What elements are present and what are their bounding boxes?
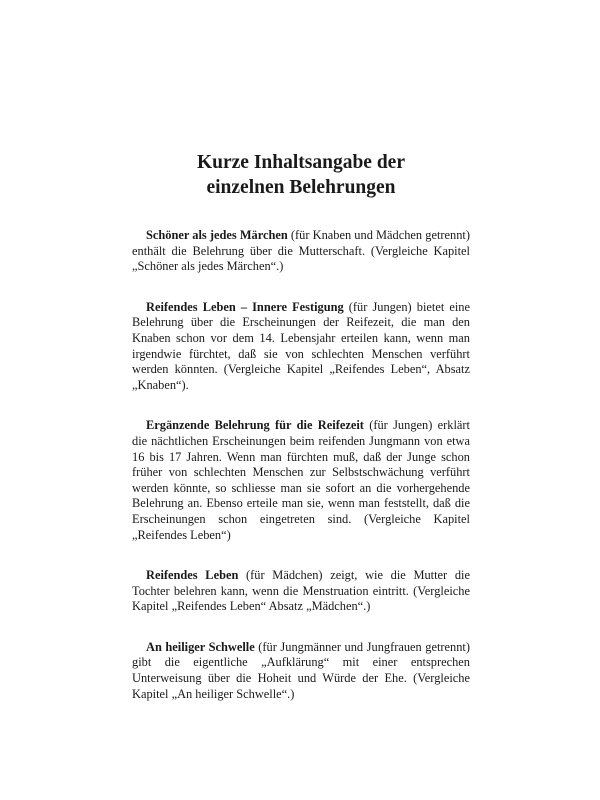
title-line-1: Kurze Inhaltsangabe der (196, 152, 405, 173)
paragraph-reifendes-leben-maedchen (132, 568, 470, 615)
title-line-2: einzelnen Belehrungen (206, 177, 396, 198)
paragraph-an-heiliger-schwelle (132, 640, 470, 702)
paragraph-heading: Schöner als jedes Märchen (146, 228, 288, 242)
document-page (132, 150, 470, 727)
paragraph-body: (für Jungen) erklärt die nächtlichen Erscheinungen beim reifenden Jungmann von etwa 16 bis 17 Jahren. Wenn man fürchten muß, daß der Junge schon früher von schlechten Menschen zur Selbstschwächung verführt werden könnte, so schliesse man sie sofort an die vorhergehende Belehrung an. Ebenso erteile man sie, wenn man feststellt, daß die Erscheinungen schon eingetreten sind. (Vergleiche Kapitel „Reifendes Leben“) (132, 418, 470, 542)
paragraph-heading: Reifendes Leben – Innere Festigung (146, 299, 344, 314)
paragraph-body: (für Knaben und Mädchen getrennt) enthält die Belehrung über die Mutterschaft. (Vergleiche Kapitel „Schöner als jedes Märchen“.) (132, 228, 470, 274)
paragraph-heading: Ergänzende Belehrung für die Reifezeit (146, 418, 364, 433)
paragraph-ergaenzende-belehrung (132, 418, 470, 543)
paragraph-schoener-als-jedes-maerchen (132, 228, 470, 275)
paragraph-reifendes-leben-jungen (132, 300, 470, 394)
paragraph-heading: Reifendes Leben (146, 568, 239, 583)
paragraph-body: (für Jungmänner und Jungfrauen getrennt) gibt die eigentliche „Aufklärung“ mit einer entsprechen Unterweisung über die Hoheit und Würde der Ehe. (Vergleiche Kapitel „An heiliger Schwelle“.) (132, 639, 470, 701)
document-title (132, 150, 470, 200)
paragraph-body: (für Mädchen) zeigt, wie die Mutter die Tochter belehren kann, wenn die Menstruation eintritt. (Vergleiche Kapitel „Reifendes Leben“ Absatz „Mädchen“.) (132, 568, 470, 614)
paragraph-body: (für Jungen) bietet eine Belehrung über die Erscheinungen der Reifezeit, die man den Knaben schon vor dem 14. Lebensjahr erteilen kann, wenn man irgendwie fürchtet, daß sie von schlechten Menschen verführt werden könnten. (Vergleiche Kapitel „Reifendes Leben“, Absatz „Knaben“). (132, 299, 470, 392)
paragraph-heading: An heiliger Schwelle (146, 639, 255, 654)
